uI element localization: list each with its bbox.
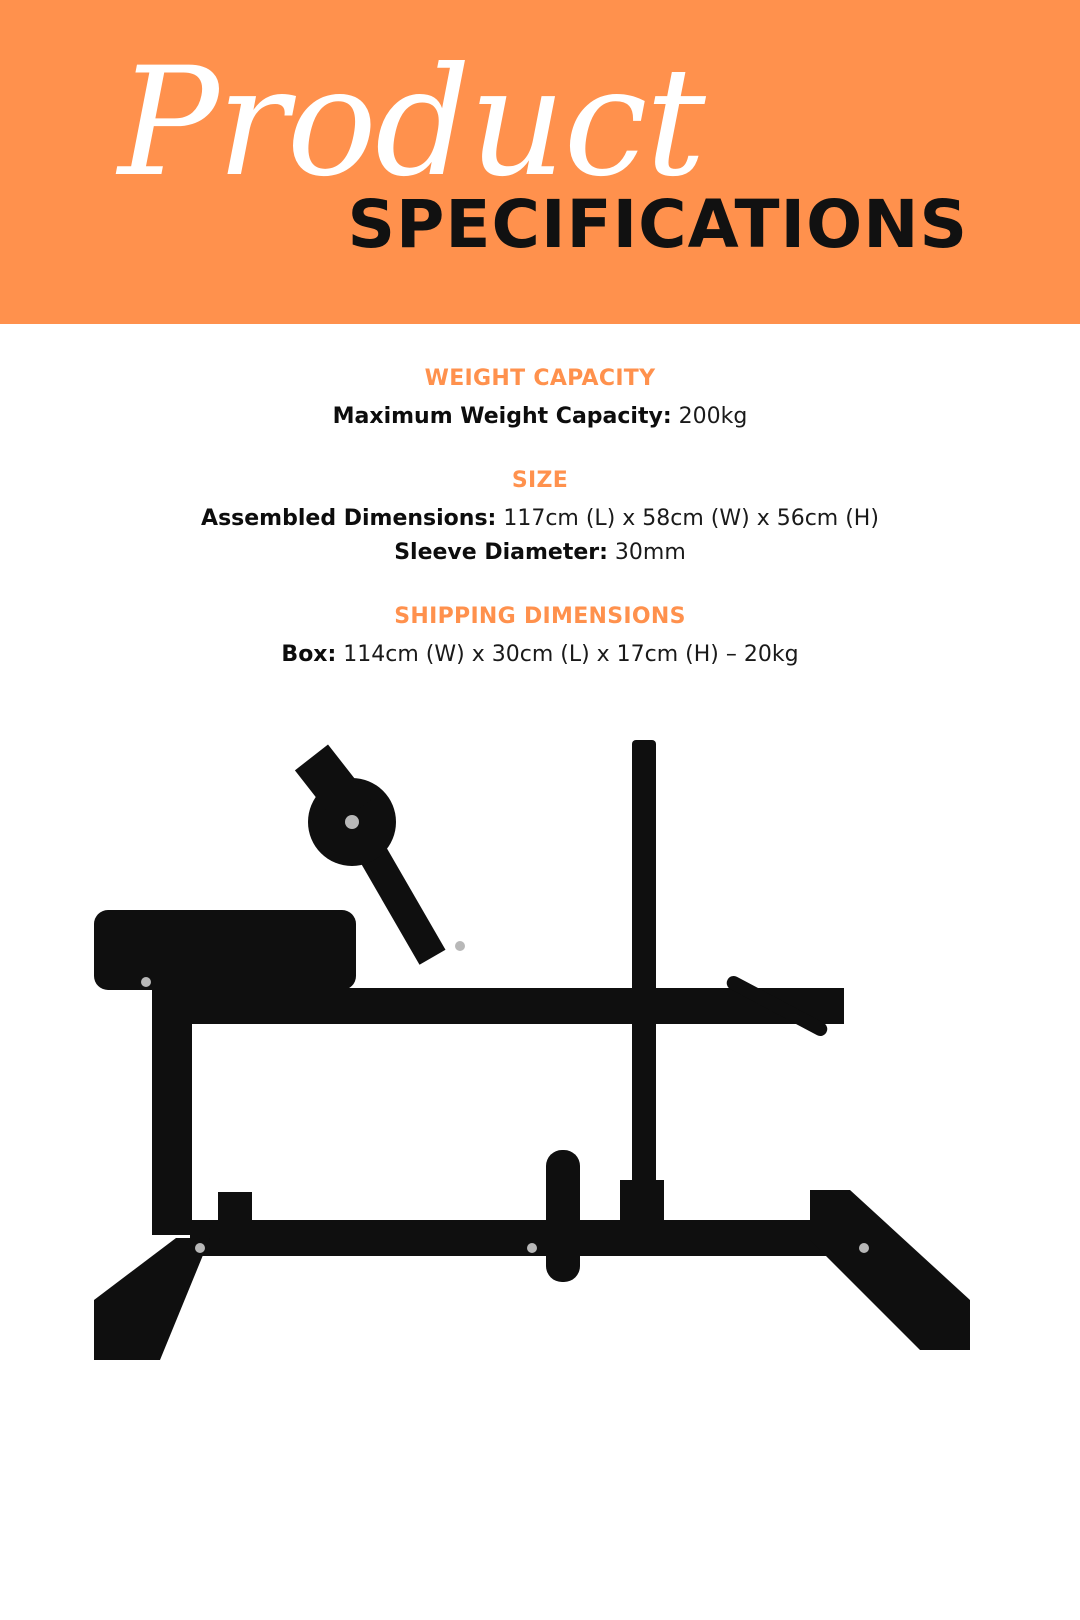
- spec-section-shipping: [0, 604, 1080, 672]
- spec-value: 200kg: [671, 404, 748, 429]
- bolt-icon: [345, 815, 359, 829]
- spec-heading: SHIPPING DIMENSIONS: [394, 604, 686, 629]
- spec-label: Box:: [281, 642, 337, 667]
- bolt-icon: [859, 1243, 869, 1253]
- main-title: SPECIFICATIONS: [347, 186, 968, 263]
- spec-line: [0, 536, 1080, 570]
- spec-label: Assembled Dimensions:: [201, 506, 497, 531]
- bolt-icon: [195, 1243, 205, 1253]
- spec-value: 117cm (L) x 58cm (W) x 56cm (H): [496, 506, 879, 531]
- left-foot: [94, 1238, 210, 1360]
- product-photo: [80, 740, 1020, 1420]
- script-title: Product: [118, 36, 704, 210]
- base-handle: [546, 1150, 580, 1282]
- spec-list: [0, 366, 1080, 706]
- bolt-icon: [455, 941, 465, 951]
- spec-heading: WEIGHT CAPACITY: [424, 366, 656, 391]
- spec-value: 30mm: [607, 540, 686, 565]
- spec-heading: SIZE: [511, 468, 569, 493]
- vertical-pole: [632, 740, 656, 1200]
- header-banner: [0, 0, 1080, 324]
- seat-pad: [94, 910, 356, 990]
- spec-label: Maximum Weight Capacity:: [332, 404, 672, 429]
- seat-post: [152, 990, 192, 1235]
- spec-label: Sleeve Diameter:: [394, 540, 608, 565]
- spec-line: [0, 638, 1080, 672]
- spec-section-size: [0, 468, 1080, 570]
- bolt-icon: [527, 1243, 537, 1253]
- right-foot: [810, 1190, 970, 1350]
- bolt-icon: [141, 977, 151, 987]
- spec-section-weight: [0, 366, 1080, 434]
- spec-value: 114cm (W) x 30cm (L) x 17cm (H) – 20kg: [336, 642, 799, 667]
- spec-line: [0, 502, 1080, 536]
- spec-line: [0, 400, 1080, 434]
